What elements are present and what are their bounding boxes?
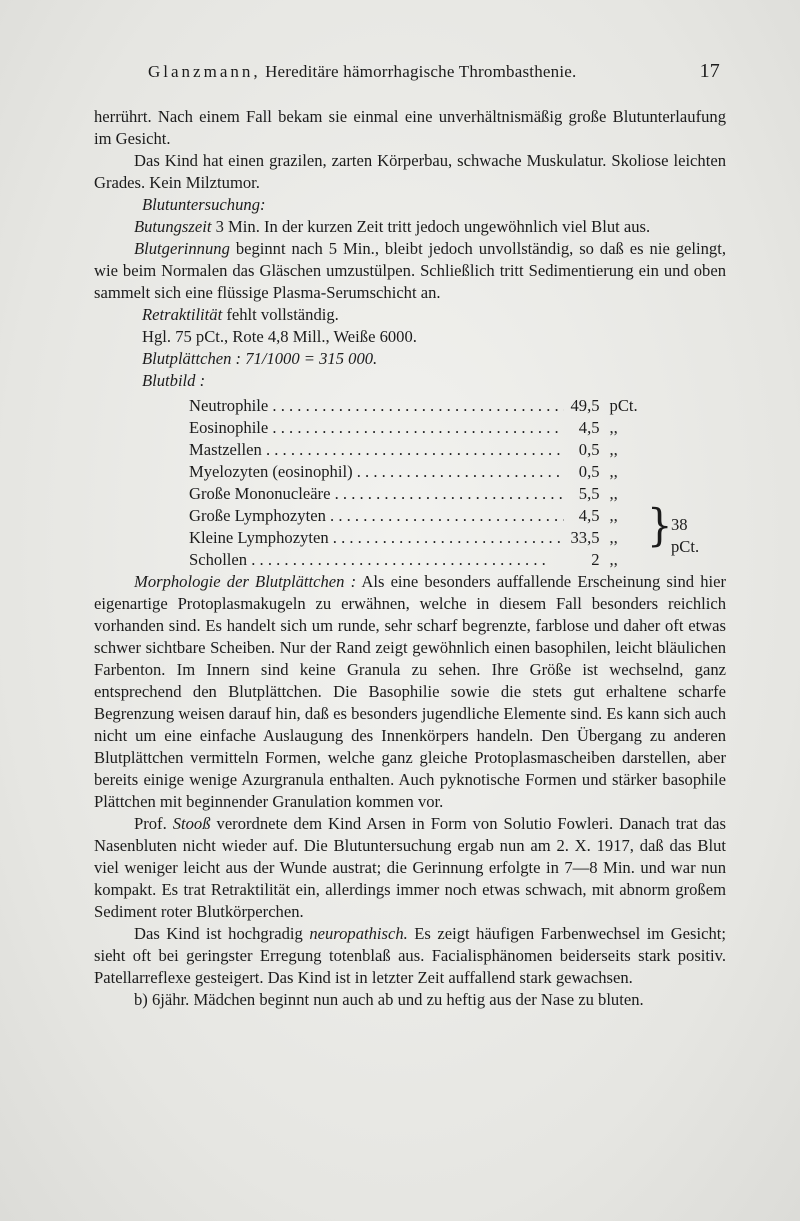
lymphocyte-total: 38 pCt.	[671, 515, 700, 556]
header-title: Hereditäre hämorrhagische Thrombasthenie.	[265, 62, 577, 81]
term-label: Blutplättchen :	[142, 349, 242, 368]
table-row: Schollen . . . 2 ,,	[189, 549, 649, 571]
paragraph: Butungszeit 3 Min. In der kurzen Zeit tritt jedoch ungewöhnlich viel Blut aus.	[134, 217, 651, 236]
running-head	[148, 62, 728, 82]
term-label: Butungszeit	[134, 217, 212, 236]
curly-brace-icon: }	[647, 500, 673, 552]
header-author: Glanzmann,	[148, 62, 261, 81]
paragraph: b) 6jähr. Mädchen beginnt nun auch ab und zu heftig aus der Nase zu bluten.	[134, 990, 644, 1009]
subheading: Blutbild :	[142, 371, 206, 390]
term-label: Morphologie der Blutplättchen :	[134, 572, 357, 591]
table-row: Kleine Lymphozyten . . . 33,5 ,,	[189, 527, 649, 549]
table-row: Große Lymphozyten . . . 4,5 ,,	[189, 505, 649, 527]
paragraph: Das Kind hat einen grazilen, zarten Körperbau, schwache Muskulatur. Skoliose leichten Grades. Kein Milztumor.	[94, 151, 726, 192]
term-label: Retraktilität	[142, 305, 223, 324]
body-text	[94, 106, 726, 1011]
table-row: Mastzellen . . . 0,5 ,,	[189, 439, 649, 461]
person-name: Stooß	[172, 814, 211, 833]
paragraph: Blutplättchen : 71/1000 = 315 000.	[142, 349, 378, 368]
paragraph: Das Kind ist hochgradig neuropathisch. Es zeigt häufigen Farbenwechsel im Gesicht; sieht oft bei geringster Erregung totenblaß aus. Facialisphänomen beiderseits stark positiv. Patellarreflexe gesteigert. Das Kind ist in letzter Zeit auffallend stark gewachsen.	[94, 924, 726, 987]
term-label: Blutgerinnung	[134, 239, 230, 258]
blood-count-table	[189, 395, 700, 571]
paragraph: Morphologie der Blutplättchen : Als eine besonders auffallende Erscheinung sind hier eigenartige Protoplasmakugeln zu erwähnen, welche in diesem Fall besonders reichlich vorhanden sind. Es handelt sich um runde, sehr scharf begrenzte, farblose und daher oft etwas schwer sichtbare Scheiben. Nur der Rand zeigt gewöhnlich einen basophilen, leicht bläulichen Farbenton. Im Innern sind keine Granula zu sehen. Ihre Größe ist wechselnd, ganz entsprechend den Blutplättchen. Die Basophilie sowie die stets gut erhaltene scharfe Begrenzung weisen darauf hin, daß es besonders jugendliche Elemente sind. Es kann sich auch nicht um eine einfache Auslaugung des Innenkörpers handeln. Den Übergang zu anderen Blutplättchen vermitteln Formen, welche ganz gleiche Protoplasmascheiben darstellen, aber bereits einige wenige Azurgranula enthalten. Auch pyknotische Formen und stärker basophile Plättchen mit beginnender Granulation kommen vor.	[94, 572, 727, 811]
paragraph: Blutgerinnung beginnt nach 5 Min., bleibt jedoch unvollständig, so daß es nie gelingt, wie beim Normalen das Gläschen umzustülpen. Schließlich tritt Sedimentierung ein und oben sammelt sich eine flüssige Plasma-Serumschicht an.	[94, 239, 726, 302]
paragraph: Retraktilität fehlt vollständig.	[142, 305, 339, 324]
table-row: Neutrophile . . . 49,5 pCt.	[189, 395, 649, 417]
table-row: Myelozyten (eosinophil) . . . 0,5 ,,	[189, 461, 649, 483]
paragraph: Prof. Stooß verordnete dem Kind Arsen in Form von Solutio Fowleri. Danach trat das Nasenbluten nicht wieder auf. Die Blutuntersuchung ergab nun am 2. X. 1917, daß das Blut viel weniger leicht aus der Wunde austrat; die Gerinnung erfolgte in 7—8 Min. und war nun kompakt. Es trat Retraktilität ein, allerdings immer noch etwas schwach, mit abnorm großem Sediment roter Blutkörperchen.	[94, 814, 726, 921]
paragraph: herrührt. Nach einem Fall bekam sie einmal eine unverhältnismäßig große Blutunterlaufung im Gesicht.	[94, 107, 726, 148]
table-row: Eosinophile . . . 4,5 ,,	[189, 417, 649, 439]
term-label: neuropathisch.	[309, 924, 408, 943]
subheading: Blutuntersuchung:	[142, 195, 266, 214]
page-number: 17	[699, 60, 720, 82]
paragraph: Hgl. 75 pCt., Rote 4,8 Mill., Weiße 6000.	[142, 327, 417, 346]
table-row: Große Mononucleäre . . . 5,5 ,,	[189, 483, 649, 505]
